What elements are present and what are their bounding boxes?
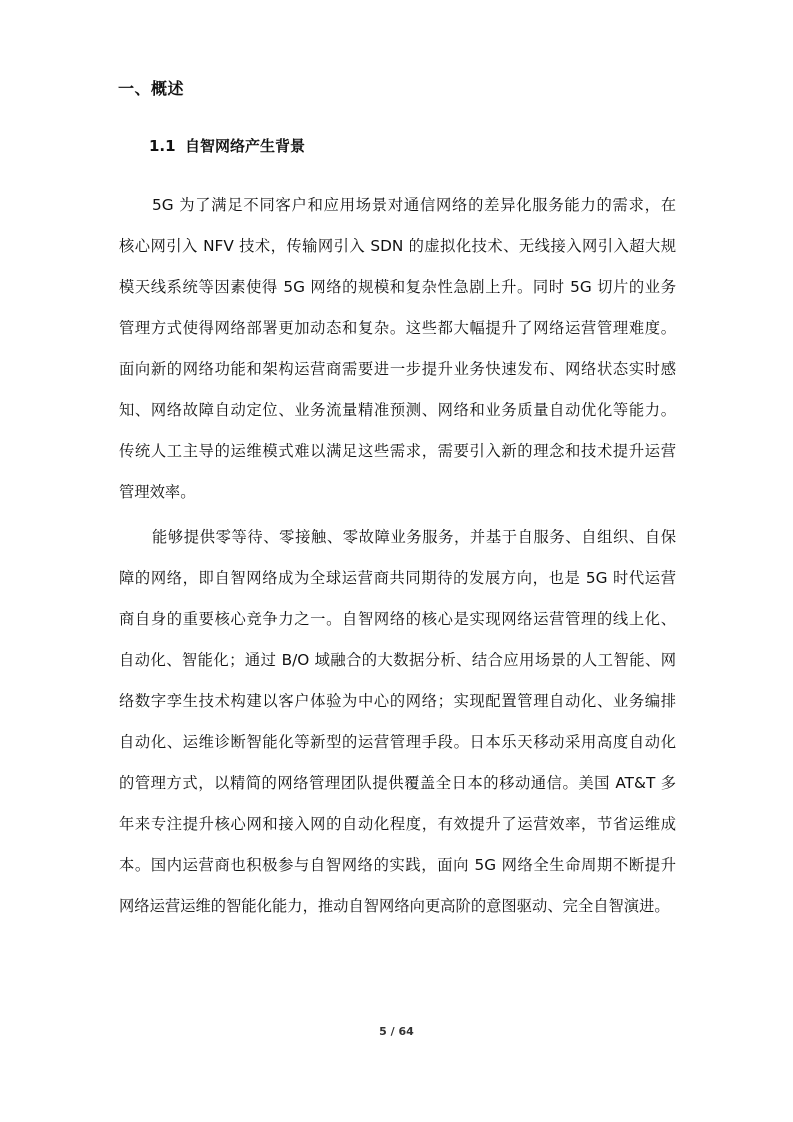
paragraph-line: 核心网引入 NFV 技术，传输网引入 SDN 的虚拟化技术、无线接入网引入超大规 xyxy=(119,237,676,255)
paragraph-line: 能够提供零等待、零接触、零故障业务服务，并基于自服务、自组织、自保 xyxy=(152,528,676,546)
paragraph-line: 自动化、智能化；通过 B/O 域融合的大数据分析、结合应用场景的人工智能、网 xyxy=(119,651,676,669)
paragraph-1 xyxy=(119,185,676,513)
paragraph-2 xyxy=(119,517,676,927)
subsection-number: 1.1 xyxy=(149,137,176,155)
paragraph-line: 传统人工主导的运维模式难以满足这些需求，需要引入新的理念和技术提升运营 xyxy=(119,442,676,460)
paragraph-line: 知、网络故障自动定位、业务流量精准预测、网络和业务质量自动优化等能力。 xyxy=(119,401,676,419)
paragraph-line: 管理效率。 xyxy=(119,483,196,501)
paragraph-line: 的管理方式，以精简的网络管理团队提供覆盖全日本的移动通信。美国 AT&T 多 xyxy=(119,774,676,792)
subsection-title: 自智网络产生背景 xyxy=(185,137,306,155)
paragraph-line: 商自身的重要核心竞争力之一。自智网络的核心是实现网络运营管理的线上化、 xyxy=(119,610,676,628)
paragraph-line: 网络运营运维的智能化能力，推动自智网络向更高阶的意图驱动、完全自智演进。 xyxy=(119,897,670,915)
paragraph-line: 模天线系统等因素使得 5G 网络的规模和复杂性急剧上升。同时 5G 切片的业务 xyxy=(119,278,676,296)
paragraph-line: 络数字孪生技术构建以客户体验为中心的网络；实现配置管理自动化、业务编排 xyxy=(119,692,676,710)
section-heading: 一、概述 xyxy=(118,79,185,98)
paragraph-line: 管理方式使得网络部署更加动态和复杂。这些都大幅提升了网络运营管理难度。 xyxy=(119,319,676,337)
paragraph-line: 年来专注提升核心网和接入网的自动化程度，有效提升了运营效率，节省运维成 xyxy=(119,815,676,833)
page-number: 5 / 64 xyxy=(379,1025,414,1038)
paragraph-line: 本。国内运营商也积极参与自智网络的实践，面向 5G 网络全生命周期不断提升 xyxy=(119,856,676,874)
paragraph-line: 障的网络，即自智网络成为全球运营商共同期待的发展方向，也是 5G 时代运营 xyxy=(119,569,676,587)
paragraph-line: 自动化、运维诊断智能化等新型的运营管理手段。日本乐天移动采用高度自动化 xyxy=(119,733,676,751)
paragraph-line: 面向新的网络功能和架构运营商需要进一步提升业务快速发布、网络状态实时感 xyxy=(119,360,676,378)
subsection-heading xyxy=(149,135,305,156)
paragraph-line: 5G 为了满足不同客户和应用场景对通信网络的差异化服务能力的需求，在 xyxy=(152,196,676,214)
